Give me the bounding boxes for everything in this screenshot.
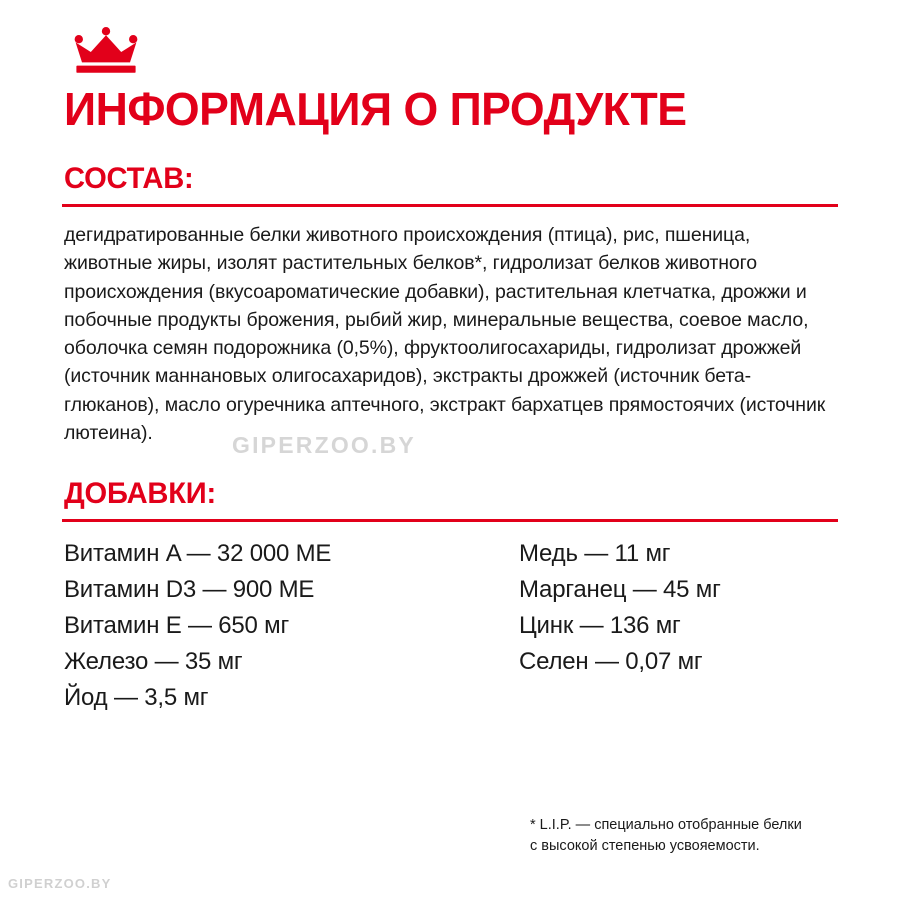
royal-crown-icon [66,26,146,78]
list-item: Селен — 0,07 мг [519,648,703,676]
composition-heading: СОСТАВ: [64,162,194,195]
additives-columns [64,536,838,716]
additives-right-column [519,536,849,716]
composition-divider [62,204,838,207]
list-item: Марганец — 45 мг [519,576,721,604]
list-item: Витамин E — 650 мг [64,612,290,640]
list-item: Медь — 11 мг [519,540,671,568]
list-item: Цинк — 136 мг [519,612,681,640]
list-item: Йод — 3,5 мг [64,684,209,712]
watermark-corner: GIPERZOO.BY [8,876,112,891]
footnote-line-2: с высокой степенью усвояемости. [530,838,760,855]
page-title: ИНФОРМАЦИЯ О ПРОДУКТЕ [64,83,687,135]
additives-heading: ДОБАВКИ: [64,477,217,511]
additives-divider [62,519,838,522]
additives-left-column [64,536,519,716]
footnote [530,815,860,857]
additives-section [62,477,838,716]
composition-text: дегидратированные белки животного происхождения (птица), рис, пшеница, животные жиры, изолят растительных белков*, гидролизат белков животного происхождения (вкусоароматические добавки), растительная клетчатка, дрожжи и побочные продукты брожения, рыбий жир, минеральные вещества, соевое масло, оболочка семян подорожника (0,5%), фруктоолигосахариды, гидролизат дрожжей (источник маннановых олигосахаридов), экстракты дрожжей (источник бета-глюканов), масло огуречника аптечного, экстракт бархатцев прямостоячих (источник лютеина). [64,224,826,444]
list-item: Железо — 35 мг [64,648,243,676]
watermark-center: GIPERZOO.BY [232,432,416,458]
composition-section [62,162,838,447]
list-item: Витамин D3 — 900 МЕ [64,576,315,604]
footnote-line-1: * L.I.P. — специально отобранные белки [530,817,802,833]
list-item: Витамин A — 32 000 МЕ [64,540,332,568]
